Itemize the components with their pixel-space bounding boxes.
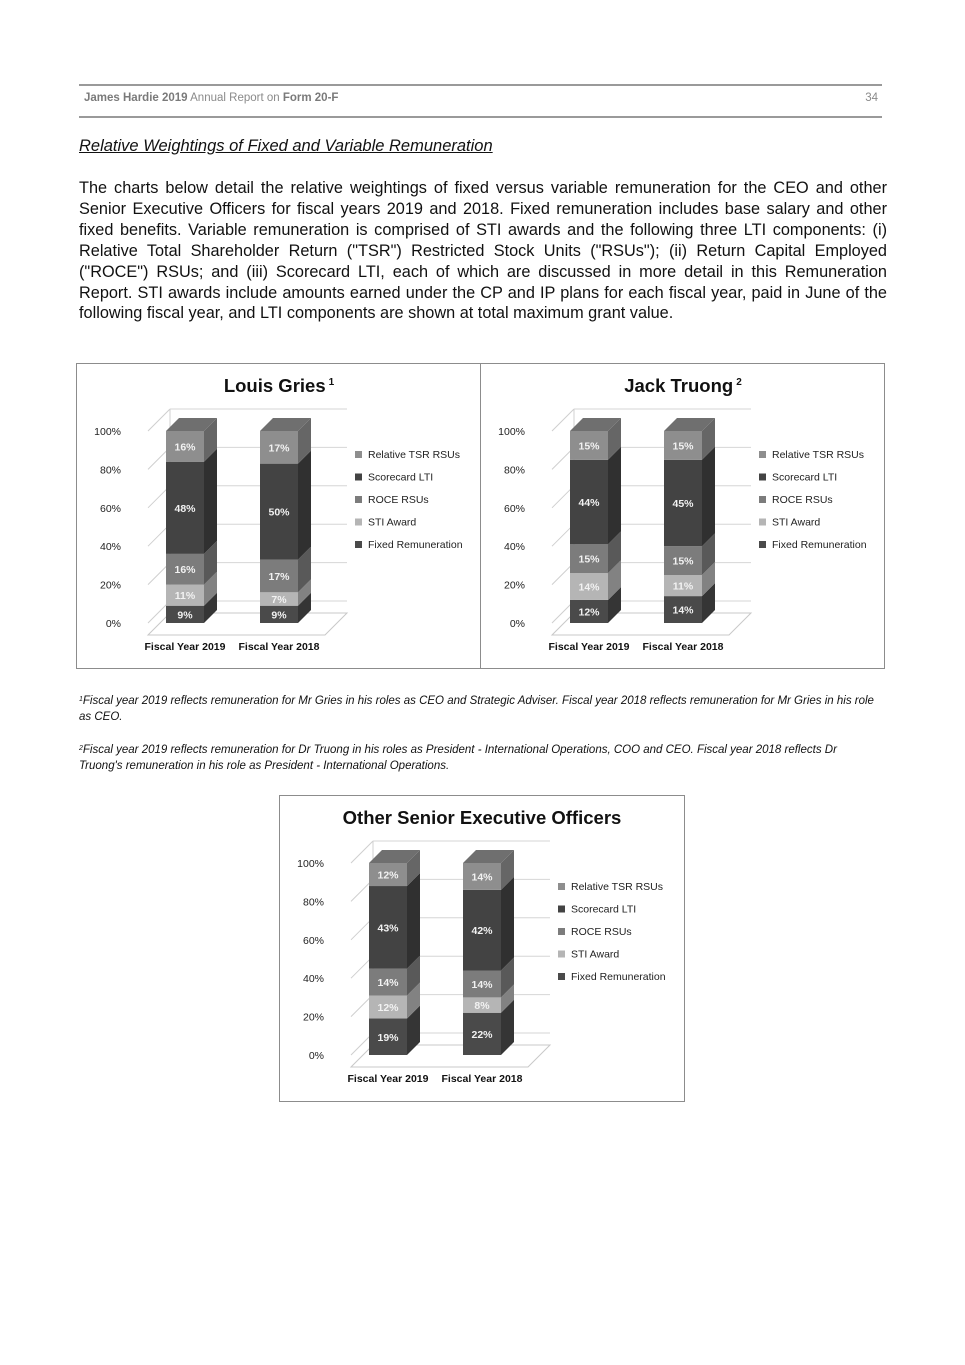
legend-label: Fixed Remuneration	[368, 539, 463, 551]
x-category-label: Fiscal Year 2019	[548, 641, 630, 653]
bar-segment-scorecard-lti	[369, 873, 420, 969]
legend-label: Scorecard LTI	[571, 903, 637, 916]
y-tick-label: 20%	[99, 579, 121, 592]
footnote-2	[79, 743, 879, 774]
x-category-label: Fiscal Year 2018	[642, 641, 724, 653]
legend-swatch-scorecard-lti	[759, 474, 766, 481]
chart-svg	[481, 364, 884, 668]
legend-swatch-fixed-remuneration	[355, 541, 362, 548]
legend-swatch-roce-rsus	[558, 928, 565, 935]
data-label: 9%	[271, 609, 287, 622]
bar-side-face	[608, 447, 621, 544]
chart-svg	[280, 796, 684, 1101]
legend-swatch-sti-award	[759, 519, 766, 526]
y-tick-label: 80%	[302, 896, 324, 909]
legend-label: Scorecard LTI	[772, 471, 838, 484]
legend-swatch-scorecard-lti	[558, 906, 565, 913]
chart-title-superscript: 2	[736, 377, 742, 388]
legend-label: ROCE RSUs	[571, 926, 632, 938]
legend-label: ROCE RSUs	[368, 494, 429, 506]
legend-swatch-relative-tsr-rsus	[558, 883, 565, 890]
x-category-label: Fiscal Year 2018	[441, 1073, 523, 1085]
legend-label: STI Award	[772, 516, 821, 529]
y-tick-label: 60%	[503, 502, 525, 515]
chart-title: Jack Truong $^2$	[624, 375, 742, 396]
data-label: 50%	[268, 506, 290, 519]
footnote-text: Fiscal year 2019 reflects remuneration for Mr Gries in his roles as CEO and Strategic Adviser. Fiscal year 2018 reflects remuneration for Mr Gries in his role as CEO.	[79, 695, 874, 723]
data-label: 14%	[471, 978, 493, 991]
bar-segment-scorecard-lti	[166, 449, 217, 554]
y-tick-label: 80%	[99, 464, 121, 477]
data-label: 22%	[471, 1028, 493, 1041]
y-tick-label: 100%	[498, 426, 525, 438]
y-tick-label: 100%	[94, 426, 121, 438]
bar-segment-scorecard-lti	[463, 877, 514, 971]
bar-segment-scorecard-lti	[260, 451, 311, 560]
legend-swatch-roce-rsus	[355, 496, 362, 503]
y-tick-label: 20%	[302, 1011, 324, 1024]
legend-label: STI Award	[571, 948, 620, 961]
data-label: 17%	[268, 570, 290, 583]
x-category-label: Fiscal Year 2019	[347, 1073, 429, 1085]
legend-swatch-fixed-remuneration	[759, 541, 766, 548]
data-label: 15%	[578, 553, 600, 566]
y-tick-label: 100%	[297, 858, 324, 870]
chart-louis-gries	[76, 363, 482, 669]
data-label: 14%	[672, 604, 694, 617]
chart-svg	[77, 364, 481, 668]
footnote-marker: 1	[79, 696, 83, 703]
legend-label: Scorecard LTI	[368, 471, 434, 484]
data-label: 14%	[578, 581, 600, 594]
header-company: James Hardie 2019	[84, 92, 188, 104]
bar-side-face	[501, 877, 514, 971]
x-category-label: Fiscal Year 2019	[144, 641, 226, 653]
footnote-text: Fiscal year 2019 reflects remuneration for Dr Truong in his roles as President - International Operations, COO and CEO. Fiscal year 2018 reflects Dr Truong's remuneration in his role as President - International Operations.	[79, 744, 837, 772]
data-label: 42%	[471, 925, 493, 938]
data-label: 16%	[174, 564, 196, 577]
y-tick-label: 40%	[302, 973, 324, 986]
footnote-1	[79, 694, 879, 725]
data-label: 15%	[672, 440, 694, 453]
legend-label: ROCE RSUs	[772, 494, 833, 506]
data-label: 12%	[377, 869, 399, 882]
header-form: Form 20-F	[282, 92, 339, 104]
data-label: 17%	[268, 442, 290, 455]
legend-label: Fixed Remuneration	[772, 539, 867, 551]
legend-label: Relative TSR RSUs	[368, 449, 460, 461]
header-rule-top	[79, 84, 882, 86]
legend-label: Relative TSR RSUs	[571, 881, 663, 893]
y-tick-label: 0%	[105, 618, 121, 630]
data-label: 16%	[174, 441, 196, 454]
gridline-diagonal	[351, 841, 373, 863]
legend-swatch-sti-award	[558, 951, 565, 958]
legend-label: Relative TSR RSUs	[772, 449, 864, 461]
chart-title: Louis Gries $^1$	[223, 375, 335, 396]
data-label: 15%	[672, 555, 694, 568]
y-tick-label: 60%	[99, 502, 121, 515]
y-tick-label: 40%	[503, 541, 525, 554]
bar-side-face	[407, 873, 420, 969]
legend-swatch-roce-rsus	[759, 496, 766, 503]
chart-jack-truong	[480, 363, 885, 669]
bar-side-face	[298, 451, 311, 560]
gridline-diagonal	[552, 409, 574, 431]
data-label: 14%	[471, 871, 493, 884]
data-label: 48%	[174, 502, 196, 515]
legend-swatch-relative-tsr-rsus	[759, 451, 766, 458]
data-label: 8%	[474, 1000, 490, 1013]
data-label: 12%	[377, 1002, 399, 1014]
footnote-marker: 2	[79, 745, 83, 752]
legend-swatch-scorecard-lti	[355, 474, 362, 481]
bar-segment-scorecard-lti	[570, 447, 621, 544]
gridline-diagonal	[148, 409, 170, 431]
data-label: 15%	[578, 440, 600, 453]
y-tick-label: 80%	[503, 464, 525, 477]
header-middle: Annual Report on	[187, 92, 283, 104]
data-label: 43%	[377, 922, 399, 935]
legend-swatch-sti-award	[355, 519, 362, 526]
data-label: 7%	[271, 594, 287, 606]
y-tick-label: 0%	[509, 618, 525, 630]
page-header	[84, 92, 878, 104]
data-label: 14%	[377, 977, 399, 990]
x-category-label: Fiscal Year 2018	[238, 641, 320, 653]
y-tick-label: 0%	[308, 1050, 324, 1062]
bar-side-face	[204, 449, 217, 554]
page-number: 34	[865, 92, 878, 104]
data-label: 11%	[672, 580, 694, 593]
chart-title-superscript: 1	[328, 377, 335, 388]
chart-other-senior-executive-officers	[279, 795, 685, 1102]
legend-swatch-fixed-remuneration	[558, 973, 565, 980]
chart-title: Other Senior Executive Officers	[342, 807, 622, 828]
legend-swatch-relative-tsr-rsus	[355, 451, 362, 458]
section-title: Relative Weightings of Fixed and Variable Remuneration	[79, 137, 493, 155]
data-label: 19%	[377, 1031, 399, 1044]
data-label: 45%	[672, 498, 694, 510]
data-label: 12%	[578, 606, 600, 619]
intro-paragraph: The charts below detail the relative weightings of fixed versus variable remuneration for the CEO and other Senior Executive Officers for fiscal years 2019 and 2018. Fixed remuneration includes base salary and other fixed benefits. Variable remuneration is comprised of STI awards and the following three LTI components: (i) Relative Total Shareholder Return ("TSR") Restricted Stock Units ("RSUs"); (ii) Return Capital Employed ("ROCE") RSUs; and (iii) Scorecard LTI, each of which are discussed in more detail in this Remuneration Report. STI awards include amounts earned under the CP and IP plans for each fiscal year, paid in June of the following fiscal year, and LTI components are shown at total maximum grant value.	[79, 179, 887, 323]
legend-label: STI Award	[368, 516, 417, 529]
bar-segment-scorecard-lti	[664, 447, 715, 546]
data-label: 44%	[578, 497, 600, 510]
y-tick-label: 60%	[302, 934, 324, 947]
bar-side-face	[702, 447, 715, 546]
y-tick-label: 20%	[503, 579, 525, 592]
legend-label: Fixed Remuneration	[571, 971, 666, 983]
data-label: 11%	[174, 590, 196, 603]
header-rule-bottom	[79, 116, 882, 118]
y-tick-label: 40%	[99, 541, 121, 554]
data-label: 9%	[177, 609, 193, 622]
